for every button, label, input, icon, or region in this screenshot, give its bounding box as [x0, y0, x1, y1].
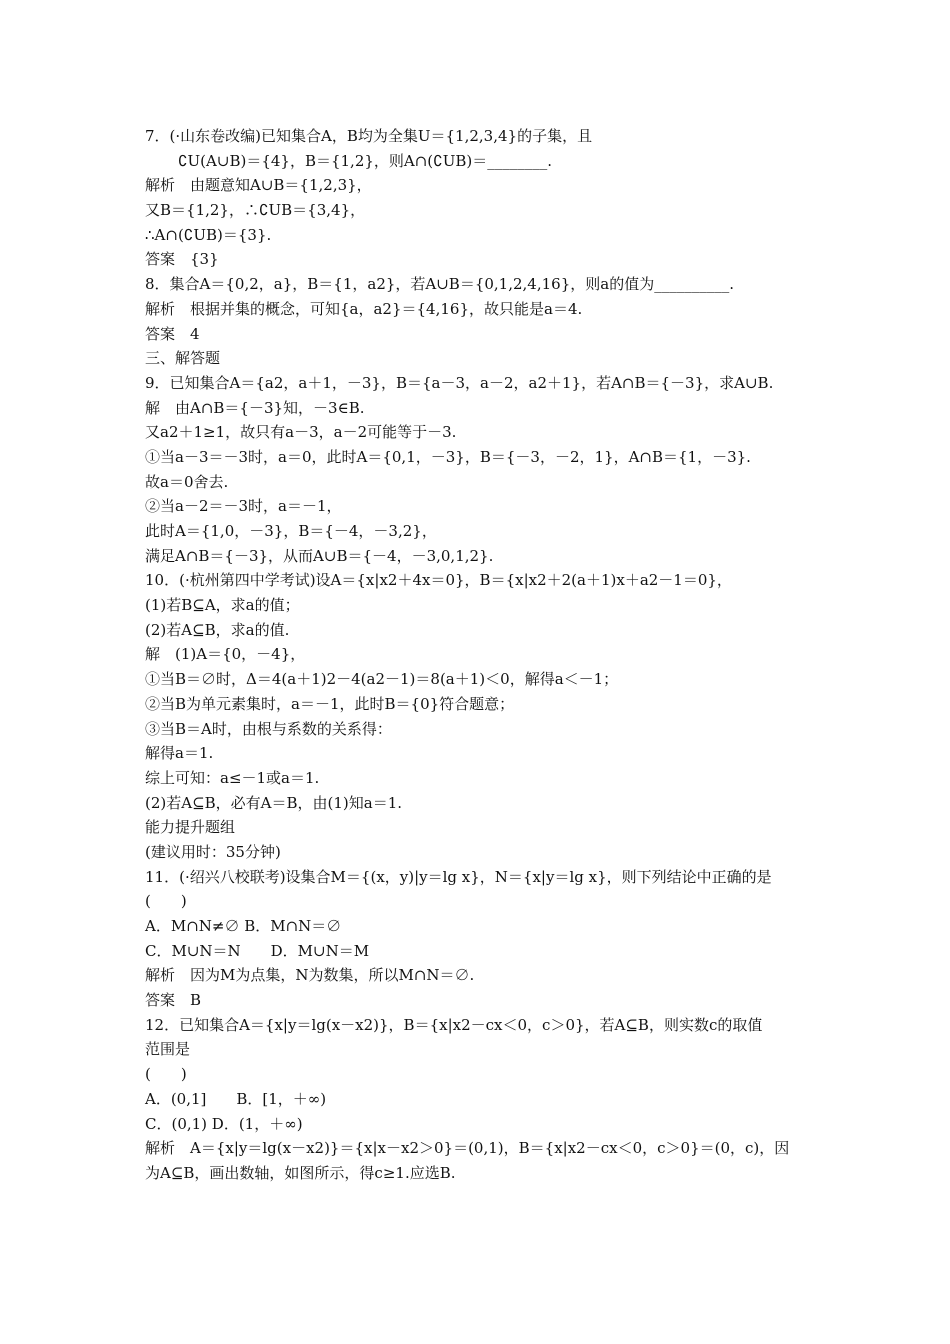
text-line: 解析 因为M为点集，N为数集，所以M∩N＝∅. — [145, 966, 475, 985]
text-line: (建议用时：35分钟) — [145, 842, 281, 861]
document-page — [145, 124, 820, 1186]
text-line: (2)若A⊆B，必有A＝B，由(1)知a＝1. — [145, 793, 403, 812]
text-line: ②当B为单元素集时，a＝－1，此时B＝{0}符合题意； — [145, 694, 515, 713]
text-line: 解 由A∩B＝{－3}知，－3∈B. — [145, 398, 365, 417]
text-line: 综上可知：a≤－1或a＝1. — [145, 768, 320, 787]
text-line: 答案 {3} — [145, 250, 219, 269]
text-line: ∁U(A∪B)＝{4}，B＝{1,2}，则A∩(∁UB)＝________. — [178, 151, 552, 170]
text-line: 又a2＋1≥1，故只有a－3，a－2可能等于－3. — [145, 423, 457, 442]
text-line: 答案 B — [145, 991, 202, 1010]
text-line: ①当a－3＝－3时，a＝0，此时A＝{0,1，－3}，B＝{－3，－2，1}，A∩B＝{1，－3}. — [145, 447, 751, 466]
text-line: 7．(·山东卷改编)已知集合A，B均为全集U＝{1,2,3,4}的子集，且 — [145, 127, 593, 145]
text-line: 范围是 — [145, 1040, 191, 1059]
text-line: 能力提升题组 — [145, 818, 236, 837]
text-line: 解析 由题意知A∪B＝{1,2,3}， — [145, 176, 372, 195]
text-line: 满足A∩B＝{－3}，从而A∪B＝{－4，－3,0,1,2}. — [145, 546, 494, 565]
text-line: 解 (1)A＝{0，－4}， — [145, 645, 306, 664]
text-line: 故a＝0舍去. — [145, 472, 229, 491]
text-line: 又B＝{1,2}，∴∁UB＝{3,4}， — [145, 201, 366, 220]
text-line: C．(0,1) D．(1，＋∞) — [145, 1114, 303, 1133]
text-line: 10．(·杭州第四中学考试)设A＝{x|x2＋4x＝0}，B＝{x|x2＋2(a＋1)x＋a2－1＝0}， — [145, 571, 732, 590]
text-line: 解析 A＝{x|y＝lg(x－x2)}＝{x|x－x2＞0}＝(0,1)，B＝{x|x2－cx＜0，c＞0}＝(0，c)，因 — [145, 1139, 790, 1158]
text-line: 11．(·绍兴八校联考)设集合M＝{(x，y)|y＝lg x}，N＝{x|y＝lg x}，则下列结论中正确的是 — [145, 867, 772, 886]
text-line: C．M∪N＝N D．M∪N＝M — [145, 941, 370, 960]
text-line: (2)若A⊆B，求a的值. — [145, 620, 290, 639]
text-line: 8．集合A＝{0,2，a}，B＝{1，a2}，若A∪B＝{0,1,2,4,16}，则a的值为__________. — [145, 275, 734, 294]
text-line: 此时A＝{1,0，－3}，B＝{－4，－3,2}， — [145, 522, 437, 540]
text-line: ①当B＝∅时，Δ＝4(a＋1)2－4(a2－1)＝8(a＋1)＜0，解得a＜－1； — [145, 670, 619, 689]
text-line: (1)若B⊆A，求a的值； — [145, 596, 300, 615]
text-line: 解析 根据并集的概念，可知{a，a2}＝{4,16}，故只能是a＝4. — [145, 299, 583, 318]
text-line: ( ) — [145, 1065, 187, 1084]
text-line: 三、解答题 — [145, 349, 221, 368]
text-line: A．(0,1] B．[1，＋∞) — [145, 1089, 327, 1108]
text-line: 12．已知集合A＝{x|y＝lg(x－x2)}，B＝{x|x2－cx＜0，c＞0}，若A⊆B，则实数c的取值 — [145, 1015, 763, 1034]
text-line: ③当B＝A时，由根与系数的关系得： — [145, 719, 392, 738]
text-line: 答案 4 — [145, 324, 200, 343]
text-line: ∴A∩(∁UB)＝{3}. — [145, 225, 272, 244]
text-line: A．M∩N≠∅ B．M∩N＝∅ — [145, 917, 342, 935]
text-line: ②当a－2＝－3时，a＝－1， — [145, 497, 342, 516]
text-line: 9．已知集合A＝{a2，a＋1，－3}，B＝{a－3，a－2，a2＋1}，若A∩B＝{－3}，求A∪B. — [145, 373, 774, 392]
text-line: 为A⊆B，画出数轴，如图所示，得c≥1.应选B. — [145, 1163, 456, 1182]
text-line: ( ) — [145, 892, 187, 911]
text-line: 解得a＝1. — [145, 744, 214, 763]
